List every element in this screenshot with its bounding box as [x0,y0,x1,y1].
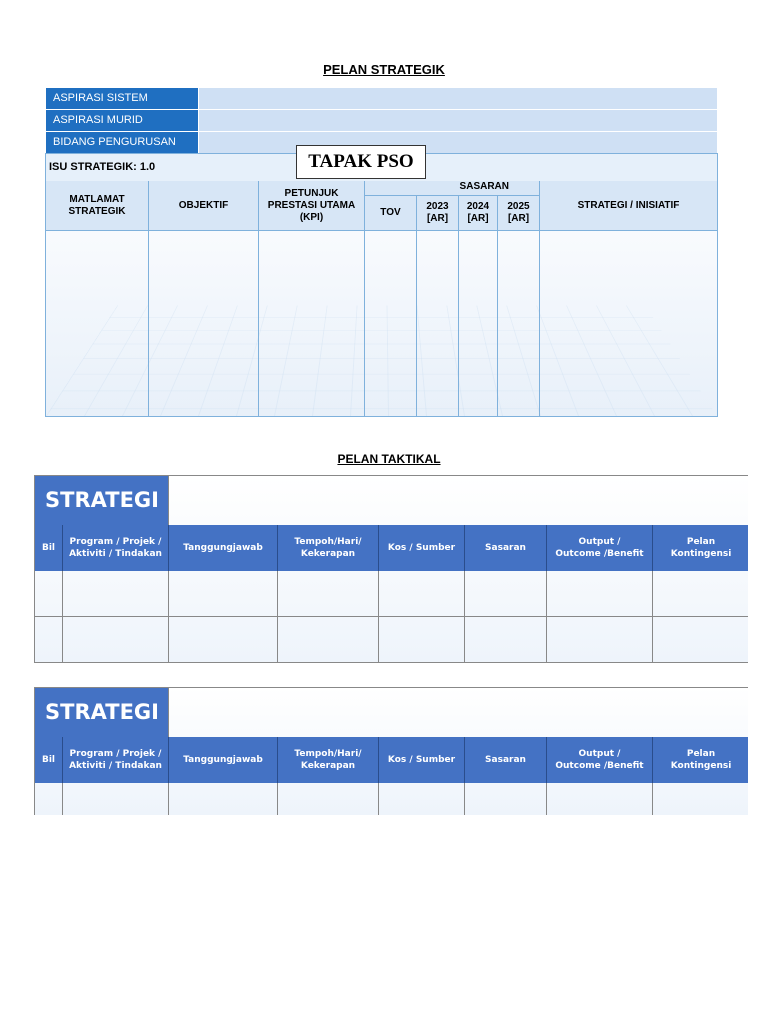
strategi-label: STRATEGI [35,476,168,525]
tapak-pso-stamp: TAPAK PSO [296,145,426,179]
table-cell[interactable] [653,783,748,815]
col-kontingensi: Pelan Kontingensi [670,537,732,559]
col-bil: Bil [35,737,63,783]
table-cell[interactable] [169,571,278,617]
table-cell[interactable] [63,571,169,617]
pelan-strategik-title: PELAN STRATEGIK [323,62,445,77]
taktikal-header-row [35,737,748,783]
strategi-label: STRATEGI [35,688,168,737]
header-tov: TOV [365,196,417,230]
strategik-table [45,153,718,417]
table-cell[interactable] [547,783,653,815]
aspirasi-murid-label: ASPIRASI MURID [46,110,199,131]
table-cell[interactable] [35,571,63,617]
taktikal-table-2 [34,687,748,815]
col-kontingensi: Pelan Kontingensi [670,749,732,771]
table-cell[interactable] [63,617,169,663]
taktikal-header-row [35,525,748,571]
header-2025: 2025 [AR] [498,196,540,230]
strategi-input[interactable] [168,476,748,525]
col-output: Output / Outcome /Benefit [547,525,653,571]
table-cell[interactable] [35,783,63,815]
col-kos: Kos / Sumber [379,737,465,783]
table-cell[interactable] [63,783,169,815]
table-cell[interactable] [653,571,748,617]
header-2023: 2023 [AR] [417,196,459,230]
col-output: Output / Outcome /Benefit [547,737,653,783]
col-sasaran: Sasaran [465,525,547,571]
column-divider [458,230,459,416]
header-2024: 2024 [AR] [459,196,498,230]
col-sasaran: Sasaran [465,737,547,783]
aspirasi-sistem-label: ASPIRASI SISTEM [46,88,199,109]
table-cell[interactable] [169,783,278,815]
col-tanggungjawab: Tanggungjawab [169,525,278,571]
table-cell[interactable] [465,783,547,815]
table-cell[interactable] [653,617,748,663]
column-divider [148,230,149,416]
col-tempoh: Tempoh/Hari/ Kekerapan [278,737,379,783]
table-cell[interactable] [35,617,63,663]
table-cell[interactable] [169,617,278,663]
aspirasi-murid-row[interactable] [46,110,717,131]
isu-strategik-label: ISU STRATEGIK: 1.0 [49,161,156,173]
table-cell[interactable] [379,617,465,663]
col-tempoh: Tempoh/Hari/ Kekerapan [278,525,379,571]
taktikal-table-1 [34,475,748,663]
col-program: Program / Projek / Aktiviti / Tindakan [63,525,169,571]
header-strategi-inisiatif: STRATEGI / INISIATIF [577,199,680,211]
table-cell[interactable] [465,571,547,617]
header-sasaran: SASARAN [365,181,540,196]
table-cell[interactable] [278,617,379,663]
table-cell[interactable] [547,571,653,617]
col-bil: Bil [35,525,63,571]
column-divider [364,230,365,416]
background-tiles [46,306,717,416]
col-program: Program / Projek / Aktiviti / Tindakan [63,737,169,783]
table-cell[interactable] [278,571,379,617]
header-objektif: OBJEKTIF [149,181,259,230]
table-cell[interactable] [379,783,465,815]
pelan-taktikal-title: PELAN TAKTIKAL [337,452,441,466]
table-cell[interactable] [547,617,653,663]
column-divider [258,230,259,416]
table-cell[interactable] [379,571,465,617]
table-cell[interactable] [278,783,379,815]
column-divider [416,230,417,416]
header-kpi: PETUNJUK PRESTASI UTAMA (KPI) [259,181,365,230]
aspirasi-sistem-row[interactable] [46,88,717,109]
header-matlamat: MATLAMAT STRATEGIK [46,181,149,230]
col-tanggungjawab: Tanggungjawab [169,737,278,783]
strategik-header-row [46,181,717,231]
strategi-input[interactable] [168,688,748,737]
col-kos: Kos / Sumber [379,525,465,571]
column-divider [497,230,498,416]
column-divider [539,230,540,416]
table-cell[interactable] [465,617,547,663]
bidang-pengurusan-label: BIDANG PENGURUSAN [46,132,199,153]
